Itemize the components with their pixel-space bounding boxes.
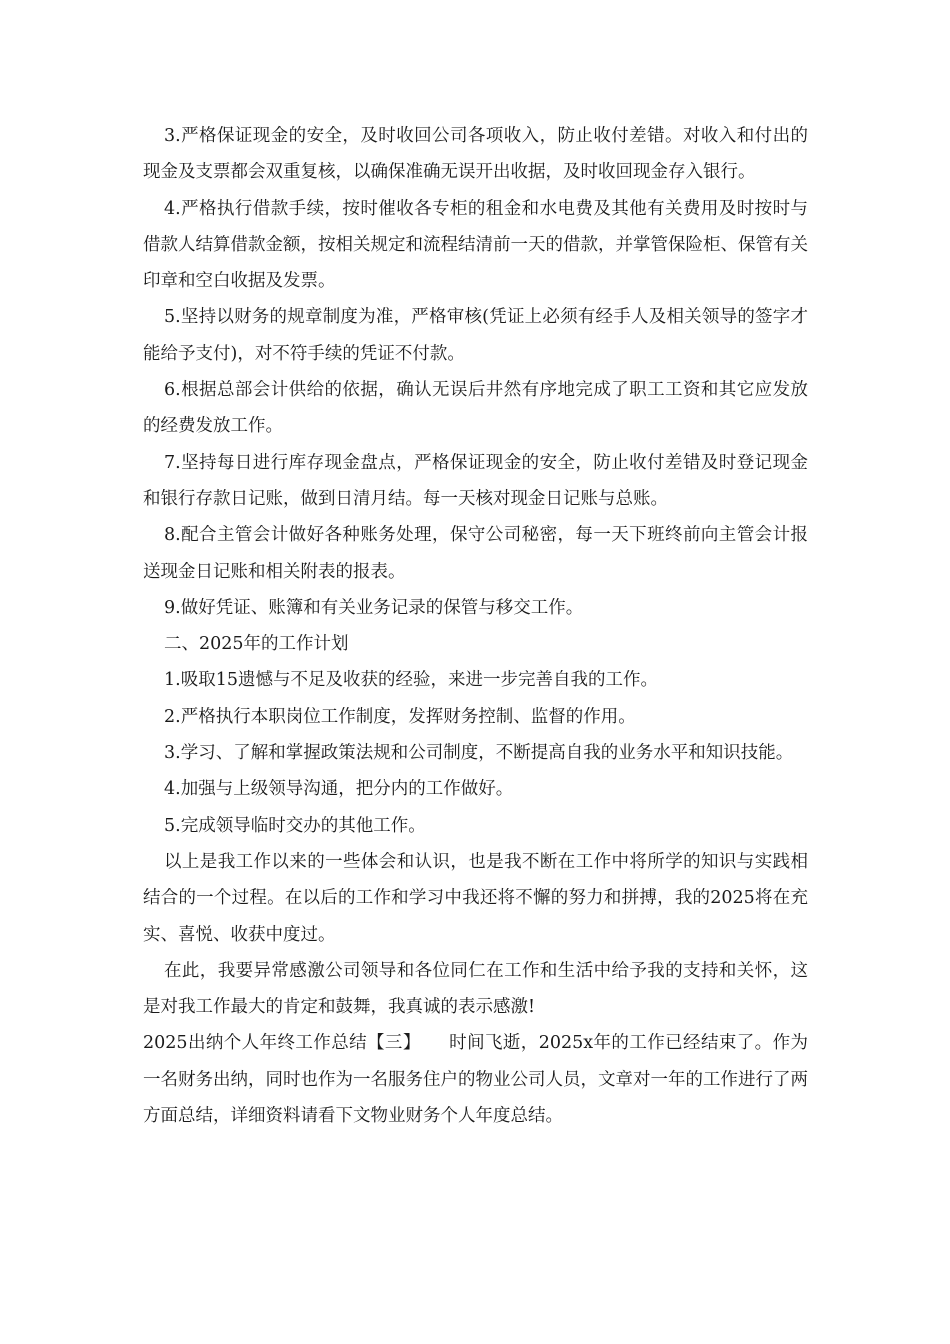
paragraph-item-5: 5.坚持以财务的规章制度为准，严格审核(凭证上必须有经手人及相关领导的签字才能给予支付)，对不符手续的凭证不付款。 [143, 307, 808, 364]
plan-item-5: 5.完成领导临时交办的其他工作。 [164, 815, 426, 836]
paragraph-item-4: 4.严格执行借款手续，按时催收各专柜的租金和水电费及其他有关费用及时按时与借款人结算借款金额，按相关规定和流程结清前一天的借款，并掌管保险柜、保管有关印章和空白收据及发票。 [143, 198, 808, 292]
paragraph-item-6: 6.根据总部会计供给的依据，确认无误后井然有序地完成了职工工资和其它应发放的经费发放工作。 [143, 380, 808, 437]
plan-item-2: 2.严格执行本职岗位工作制度，发挥财务控制、监督的作用。 [164, 706, 636, 727]
plan-item-3: 3.学习、了解和掌握政策法规和公司制度，不断提高自我的业务水平和知识技能。 [164, 743, 794, 764]
section-three-heading: 2025出纳个人年终工作总结【三】 [143, 1033, 421, 1054]
paragraph-item-8: 8.配合主管会计做好各种账务处理，保守公司秘密，每一天下班终前向主管会计报送现金日记账和相关附表的报表。 [143, 525, 808, 582]
plan-item-4: 4.加强与上级领导沟通，把分内的工作做好。 [164, 779, 514, 800]
plan-item-1: 1.吸取15遗憾与不足及收获的经验，来进一步完善自我的工作。 [164, 670, 658, 691]
thanks-paragraph: 在此，我要异常感激公司领导和各位同仁在工作和生活中给予我的支持和关怀，这是对我工作最大的肯定和鼓舞，我真诚的表示感激! [143, 960, 808, 1018]
section-three-block [143, 1025, 808, 1134]
paragraph-item-9: 9.做好凭证、账簿和有关业务记录的保管与移交工作。 [164, 597, 584, 618]
document-body [143, 118, 808, 1134]
section-three-intro: 时间飞逝，2025x年的工作已经结束了。作为一名财务出纳，同时也作为一名服务住户的物业公司人员，文章对一年的工作进行了两方面总结，详细资料请看下文物业财务个人年度总结。 [143, 1033, 808, 1127]
closing-paragraph: 以上是我工作以来的一些体会和认识，也是我不断在工作中将所学的知识与实践相结合的一个过程。在以后的工作和学习中我还将不懈的努力和拼搏，我的2025将在充实、喜悦、收获中度过。 [143, 851, 808, 945]
paragraph-item-7: 7.坚持每日进行库存现金盘点，严格保证现金的安全，防止收付差错及时登记现金和银行存款日记账，做到日清月结。每一天核对现金日记账与总账。 [143, 452, 808, 509]
paragraph-item-3: 3.严格保证现金的安全，及时收回公司各项收入，防止收付差错。对收入和付出的现金及支票都会双重复核，以确保准确无误开出收据，及时收回现金存入银行。 [143, 126, 808, 183]
section-heading-work-plan: 二、2025年的工作计划 [164, 634, 349, 655]
